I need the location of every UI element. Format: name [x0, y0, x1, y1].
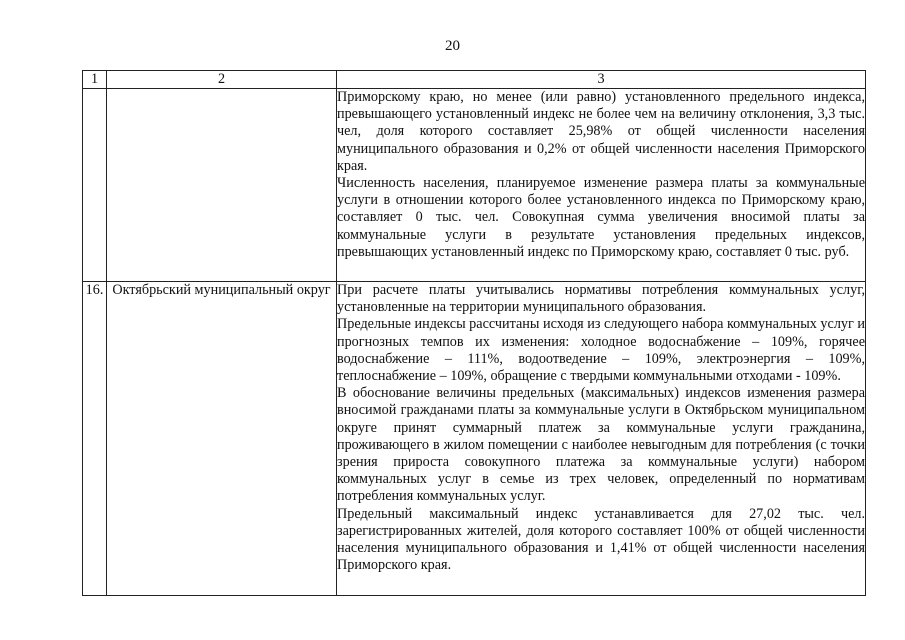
paragraph: Предельный максимальный индекс устанавливается для 27,02 тыс. чел. зарегистрированных жителей, доля которого составляет 100% от общей численности населения муниципального образования и 1,41% от общей численности населения Приморского края. [337, 505, 865, 574]
paragraph: Численность населения, планируемое изменение размера платы за коммунальные услуги в отношении которого более установленного индекса по Приморскому краю, составляет 0 тыс. чел. Совокупная сумма увеличения вносимой платы за коммунальные услуги в результате установления предельных индексов, превышающих установленный индекс по Приморскому краю, составляет 0 тыс. руб. [337, 175, 865, 260]
paragraph: При расчете платы учитывались нормативы потребления коммунальных услуг, установленные на территории муниципального образования. [337, 282, 865, 316]
municipality-name [107, 89, 337, 282]
municipality-name: Октябрьский муниципальный округ [107, 282, 337, 596]
paragraph: Предельные индексы рассчитаны исходя из следующего набора коммунальных услуг и прогнозных темпов их изменения: холодное водоснабжение – 109%, горячее водоснабжение – 111%, водоотведение – 109%, электроэнергия – 109%, теплоснабжение – 109%, обращение с твердыми коммунальными отходами - 109%. [337, 316, 865, 385]
table-header-row [83, 71, 866, 89]
header-col-2: 2 [107, 71, 337, 89]
header-col-3: 3 [337, 71, 866, 89]
table-row [83, 282, 866, 596]
paragraph: Приморскому краю, но менее (или равно) установленного предельного индекса, превышающего установленный индекс не более чем на величину отклонения, 3,3 тыс. чел, доля которого составляет 25,98% от общей численности населения муниципального образования и 0,2% от общей численности населения Приморского края. [337, 89, 865, 174]
paragraph: В обоснование величины предельных (максимальных) индексов изменения размера вносимой гражданами платы за коммунальные услуги в Октябрьском муниципальном округе принят суммарный платеж за коммунальные услуги гражданина, проживающего в жилом помещении с наиболее невыгодным для потребления (с точки зрения прироста совокупного платежа за коммунальные услуги) набором коммунальных услуг в семье из трех человек, определенный по нормативам потребления коммунальных услуг. [337, 385, 865, 505]
document-table [82, 70, 866, 596]
row-number [83, 89, 107, 282]
table-row [83, 89, 866, 282]
page-number: 20 [445, 38, 460, 54]
header-col-1: 1 [83, 71, 107, 89]
row-number: 16. [83, 282, 107, 596]
description-cell [337, 89, 866, 282]
description-cell [337, 282, 866, 596]
